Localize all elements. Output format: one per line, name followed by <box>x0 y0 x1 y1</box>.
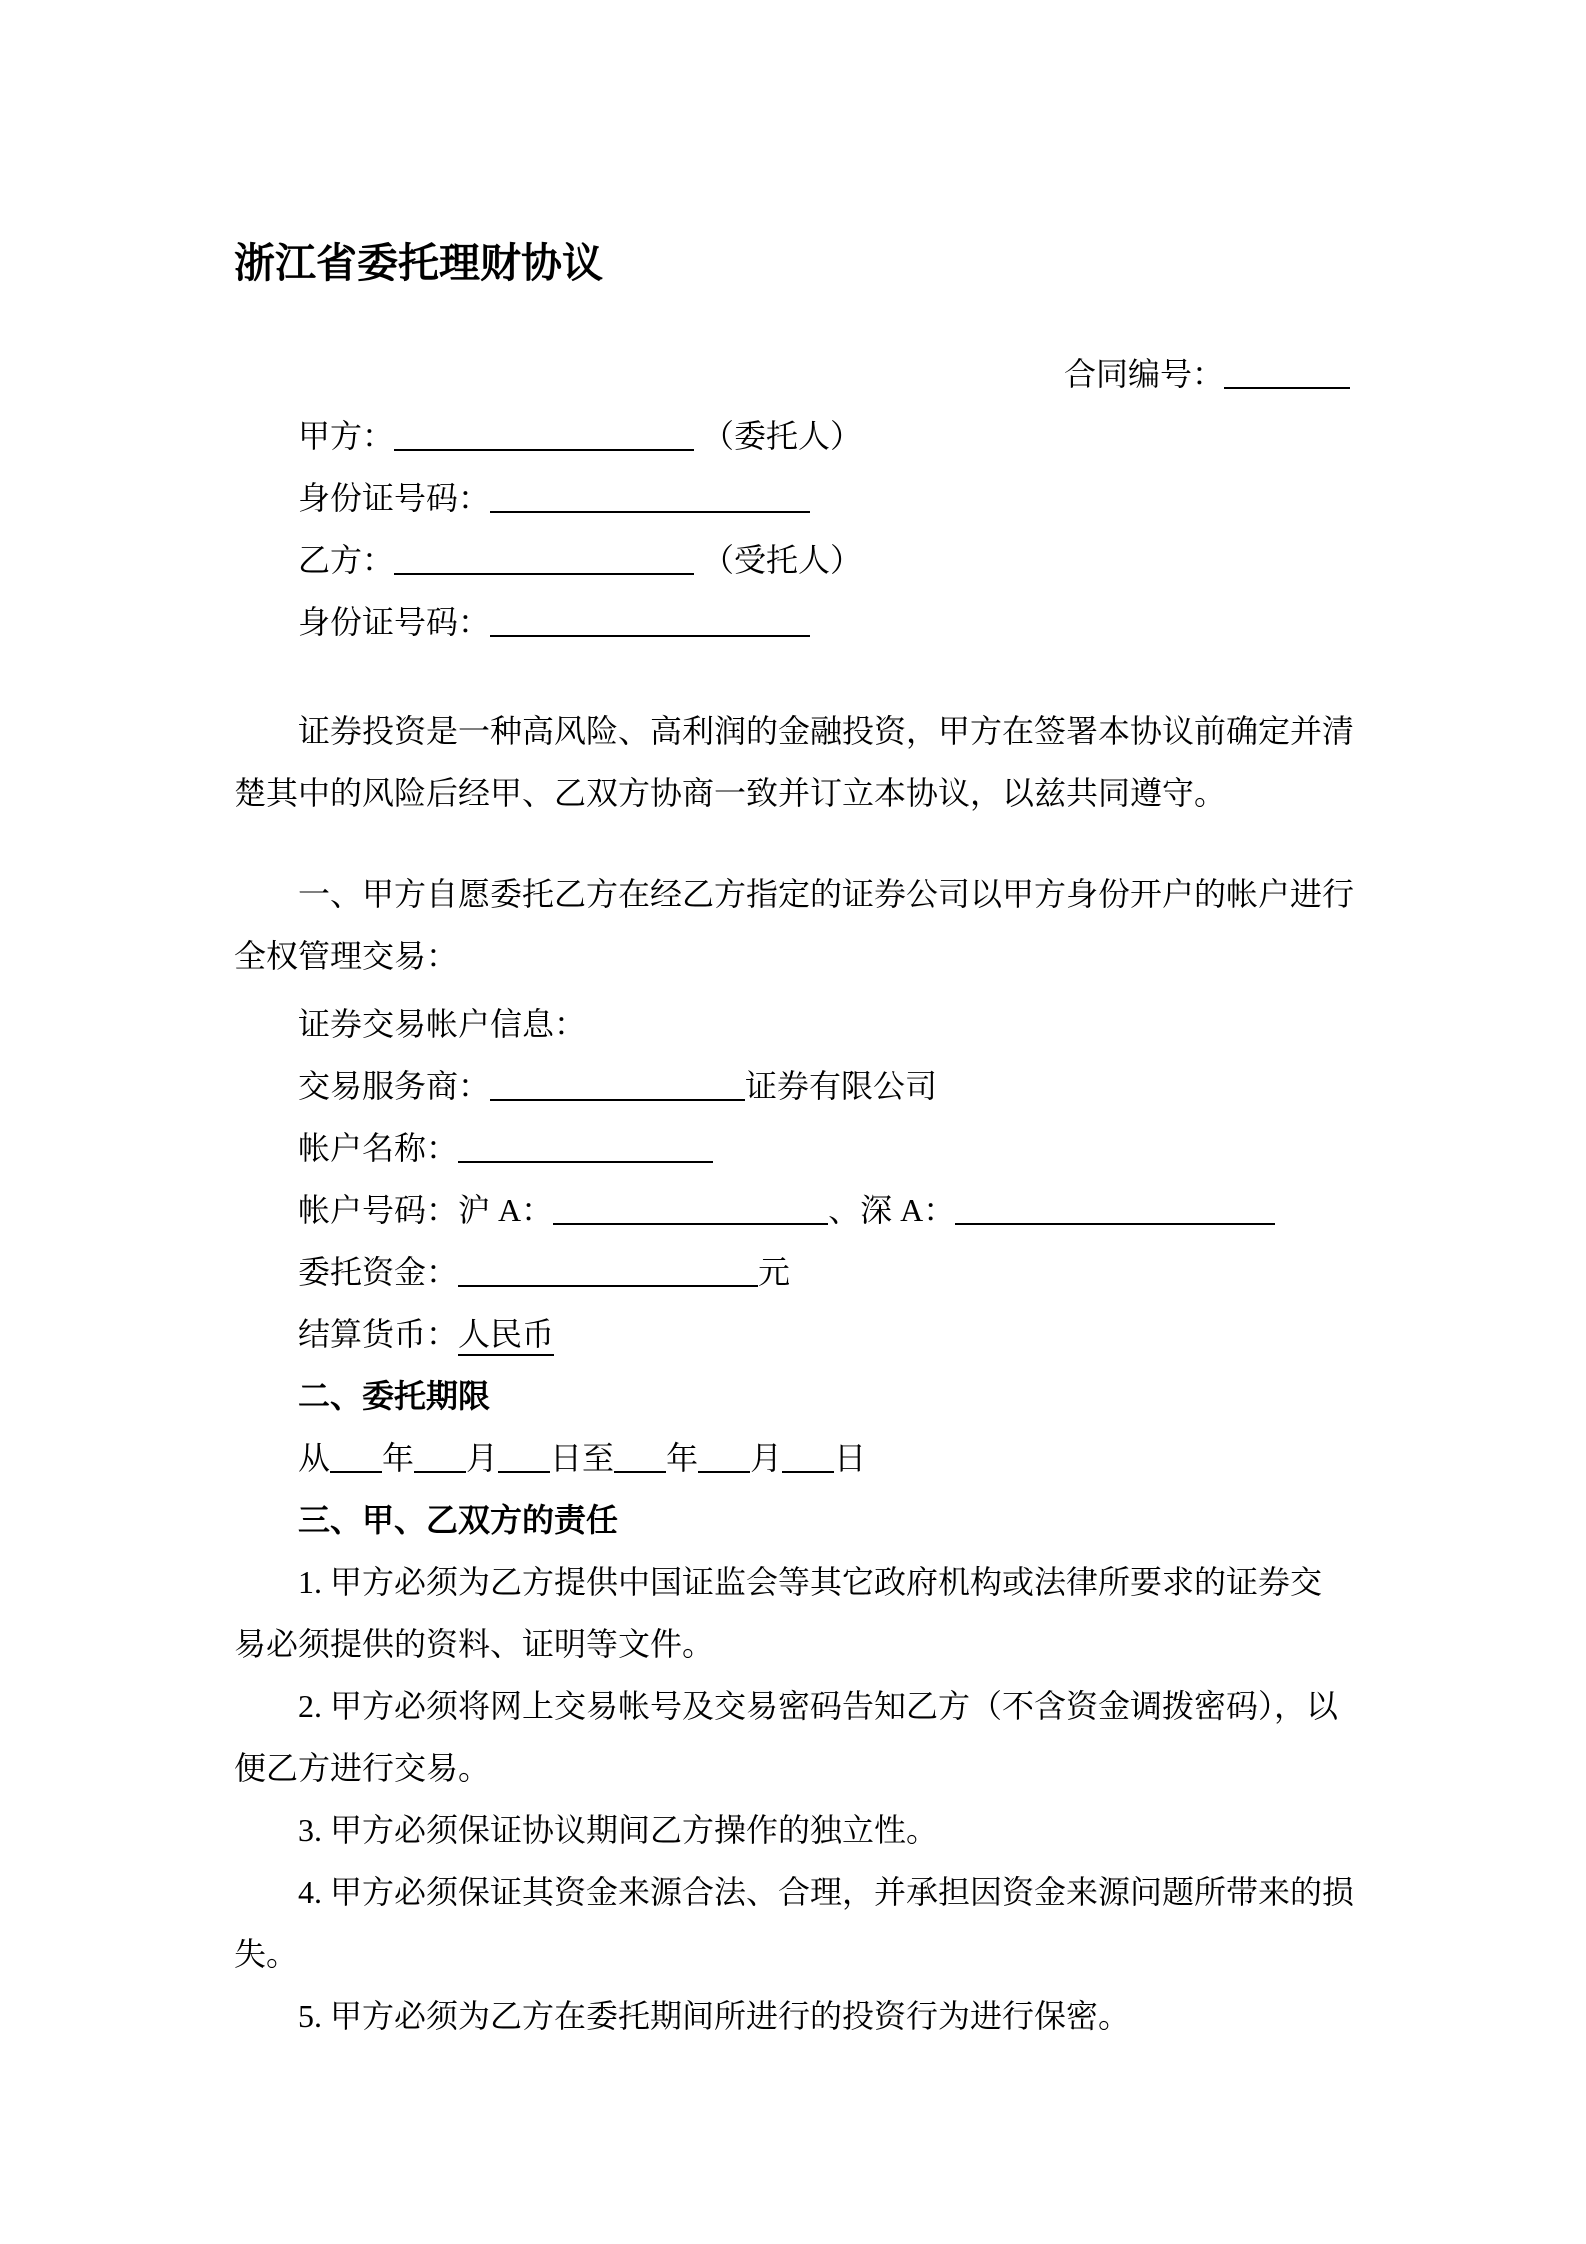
section-two-heading: 二、委托期限 <box>298 1378 491 1414</box>
item-3-line-1: 3. 甲方必须保证协议期间乙方操作的独立性。 <box>298 1812 939 1848</box>
responsibility-item-1 <box>234 1551 1586 1675</box>
item-5-line-1: 5. 甲方必须为乙方在委托期间所进行的投资行为进行保密。 <box>298 1998 1131 2034</box>
section-one-paragraph <box>234 863 1586 987</box>
currency-label: 结算货币： <box>298 1316 459 1352</box>
broker-blank <box>490 1065 745 1101</box>
funds-label: 委托资金： <box>298 1254 459 1290</box>
document-content <box>0 235 1586 2047</box>
account-name-blank <box>458 1127 713 1163</box>
funds-unit: 元 <box>758 1254 791 1290</box>
party-a-blank <box>394 415 694 451</box>
party-a-label: 甲方： <box>298 418 395 454</box>
item-4-line-2: 失。 <box>234 1936 299 1972</box>
intro-line-1: 证券投资是一种高风险、高利润的金融投资，甲方在签署本协议前确定并清 <box>298 713 1355 749</box>
party-b-id-line <box>234 591 1586 653</box>
party-b-line <box>234 529 1586 591</box>
period-blank-year-1 <box>330 1437 382 1473</box>
broker-line <box>234 1055 1586 1117</box>
period-blank-month-1 <box>414 1437 466 1473</box>
account-number-label: 帐户号码： <box>298 1192 459 1228</box>
period-blank-day-2 <box>782 1437 834 1473</box>
period-year-1: 年 <box>382 1440 415 1476</box>
responsibility-item-5 <box>234 1985 1586 2047</box>
sz-a-label: 深 A： <box>860 1192 956 1228</box>
party-a-id-label: 身份证号码： <box>298 480 491 516</box>
account-name-label: 帐户名称： <box>298 1130 459 1166</box>
period-day-2: 日 <box>834 1440 867 1476</box>
party-a-id-line <box>234 467 1586 529</box>
item-4-line-1: 4. 甲方必须保证其资金来源合法、合理，并承担因资金来源问题所带来的损 <box>298 1874 1355 1910</box>
period-year-2: 年 <box>666 1440 699 1476</box>
account-number-line <box>234 1179 1586 1241</box>
currency-value: 人民币 <box>458 1316 554 1356</box>
sz-a-blank <box>955 1189 1275 1225</box>
period-blank-month-2 <box>698 1437 750 1473</box>
item-2-line-2: 便乙方进行交易。 <box>234 1750 491 1786</box>
party-a-id-blank <box>490 477 810 513</box>
intro-line-2: 楚其中的风险后经甲、乙双方协商一致并订立本协议，以兹共同遵守。 <box>234 775 1227 811</box>
party-b-blank <box>394 539 694 575</box>
period-month-1: 月 <box>466 1440 499 1476</box>
sh-a-label: 沪 A： <box>458 1192 554 1228</box>
contract-number-blank <box>1224 353 1350 389</box>
item-1-line-1: 1. 甲方必须为乙方提供中国证监会等其它政府机构或法律所要求的证券交 <box>298 1564 1323 1600</box>
party-b-id-blank <box>490 601 810 637</box>
sh-a-blank <box>553 1189 828 1225</box>
currency-line <box>234 1303 1586 1365</box>
period-from: 从 <box>298 1440 331 1476</box>
account-info-label-line: 证券交易帐户信息： <box>298 1006 587 1042</box>
section-one-line-1: 一、甲方自愿委托乙方在经乙方指定的证券公司以甲方身份开户的帐户进行 <box>298 876 1355 912</box>
account-number-separator: 、 <box>828 1192 861 1228</box>
contract-number-line <box>234 343 1586 405</box>
account-name-line <box>234 1117 1586 1179</box>
period-day-to: 日至 <box>550 1440 615 1476</box>
funds-line <box>234 1241 1586 1303</box>
section-one-line-2: 全权管理交易： <box>234 938 459 974</box>
party-b-id-label: 身份证号码： <box>298 604 491 640</box>
document-title: 浙江省委托理财协议 <box>234 240 603 286</box>
period-blank-year-2 <box>614 1437 666 1473</box>
responsibility-item-2 <box>234 1675 1586 1799</box>
section-three-heading: 三、甲、乙双方的责任 <box>298 1502 619 1538</box>
item-1-line-2: 易必须提供的资料、证明等文件。 <box>234 1626 715 1662</box>
broker-suffix: 证券有限公司 <box>745 1068 938 1104</box>
item-2-line-1: 2. 甲方必须将网上交易帐号及交易密码告知乙方（不含资金调拨密码），以 <box>298 1688 1339 1724</box>
broker-label: 交易服务商： <box>298 1068 491 1104</box>
intro-paragraph <box>234 700 1586 824</box>
party-b-role: （受托人） <box>702 542 863 578</box>
responsibility-item-4 <box>234 1861 1586 1985</box>
contract-number-label: 合同编号： <box>1063 356 1224 392</box>
party-b-label: 乙方： <box>298 542 395 578</box>
party-a-line <box>234 405 1586 467</box>
period-blank-day-1 <box>498 1437 550 1473</box>
responsibility-item-3 <box>234 1799 1586 1861</box>
period-line <box>234 1427 1586 1489</box>
funds-blank <box>458 1251 758 1287</box>
period-month-2: 月 <box>750 1440 783 1476</box>
party-a-role: （委托人） <box>702 418 863 454</box>
